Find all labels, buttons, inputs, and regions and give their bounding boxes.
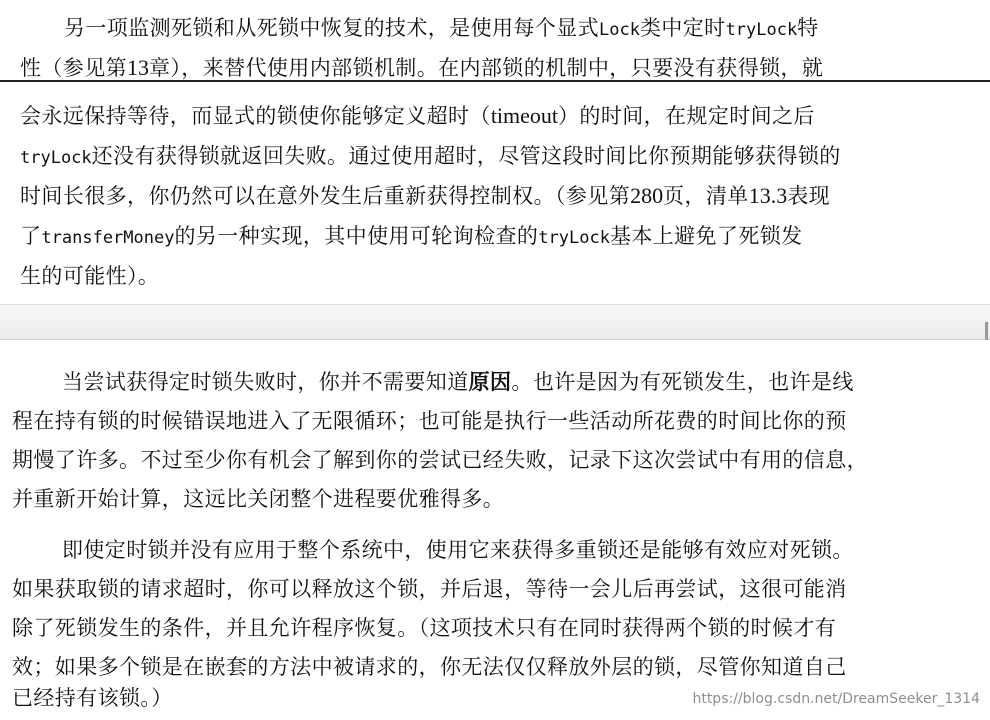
text-span: 当尝试获得定时锁失败时，你并不需要知道 bbox=[62, 370, 469, 394]
text-span: 。也许是因为有死锁发生，也许是线 bbox=[511, 370, 854, 394]
watermark-url: https://blog.csdn.net/DreamSeeker_1314 bbox=[692, 691, 980, 707]
text-line bbox=[20, 102, 815, 130]
text-line bbox=[20, 182, 830, 210]
text-line bbox=[12, 446, 868, 474]
code-trylock: tryLock bbox=[725, 20, 798, 40]
text-span: 还没有获得锁就返回失败。通过使用超时，尽管这段时间比你预期能够获得锁的 bbox=[91, 144, 841, 168]
text-span: 已经持有该锁。） bbox=[12, 686, 173, 710]
text-line bbox=[20, 262, 159, 290]
text-line bbox=[20, 54, 823, 82]
text-span: 效；如果多个锁是在嵌套的方法中被请求的，你无法仅仅释放外层的锁，尽管你知道自己 bbox=[12, 655, 847, 679]
text-line bbox=[20, 142, 841, 172]
text-line bbox=[12, 614, 836, 642]
scrollbar-mark bbox=[985, 322, 988, 340]
text-span: 性（参见第 bbox=[20, 56, 127, 80]
text-span: 除了死锁发生的条件，并且允许程序恢复。（这项技术只有在同时获得两个锁的时候才有 bbox=[12, 616, 837, 640]
text-line bbox=[64, 14, 819, 44]
text-span: 章），来替代使用内部锁机制。在内部锁的机制中，只要没有获得锁，就 bbox=[149, 56, 824, 80]
text-span: ）的时间，在规定时间之后 bbox=[558, 104, 815, 128]
text-span: 了 bbox=[20, 224, 42, 248]
text-span: 如果获取锁的请求超时，你可以释放这个锁，并后退，等待一会儿后再尝试，这很可能消 bbox=[12, 577, 847, 601]
text-line bbox=[12, 575, 847, 603]
text-span: 会永远保持等待，而显式的锁使你能够定义超时（ bbox=[20, 104, 491, 128]
code-lock: Lock bbox=[599, 20, 640, 40]
text-line bbox=[12, 407, 847, 435]
emphasis-text: 原因 bbox=[468, 369, 512, 394]
text-line bbox=[12, 485, 504, 513]
text-span: 页，清单 bbox=[663, 184, 749, 208]
text-span: 表现 bbox=[787, 184, 831, 208]
text-line bbox=[12, 684, 173, 712]
text-span: 即使定时锁并没有应用于整个系统中，使用它来获得多重锁还是能够有效应对死锁。 bbox=[62, 538, 854, 562]
page-number: 280 bbox=[630, 183, 664, 208]
separator-band bbox=[0, 304, 990, 340]
text-span: 特 bbox=[797, 16, 819, 40]
text-span: 的另一种实现，其中使用可轮询检查的 bbox=[174, 224, 539, 248]
listing-number: 13.3 bbox=[748, 183, 788, 208]
text-line bbox=[20, 222, 803, 252]
divider-line bbox=[0, 80, 990, 82]
text-span: 类中定时 bbox=[639, 16, 726, 40]
text-line bbox=[12, 653, 847, 681]
text-line bbox=[62, 536, 854, 564]
chapter-number: 13 bbox=[127, 55, 149, 80]
text-span: 时间长很多，你仍然可以在意外发生后重新获得控制权。（参见第 bbox=[20, 184, 631, 208]
code-trylock: tryLock bbox=[538, 228, 610, 248]
text-span: 另一项监测死锁和从死锁中恢复的技术，是使用每个显式 bbox=[64, 16, 599, 40]
text-span: 程在持有锁的时候错误地进入了无限循环；也可能是执行一些活动所花费的时间比你的预 bbox=[12, 409, 847, 433]
text-span: 基本上避免了死锁发 bbox=[609, 224, 803, 248]
text-span: 并重新开始计算，这远比关闭整个进程要优雅得多。 bbox=[12, 487, 505, 511]
text-span: 生的可能性）。 bbox=[20, 264, 160, 288]
code-transfermoney: transferMoney bbox=[41, 228, 175, 248]
text-span: 期慢了许多。不过至少你有机会了解到你的尝试已经失败，记录下这次尝试中有用的信息， bbox=[12, 448, 868, 472]
term-timeout: timeout bbox=[490, 103, 559, 128]
text-line bbox=[62, 368, 854, 396]
code-trylock: tryLock bbox=[20, 148, 92, 168]
